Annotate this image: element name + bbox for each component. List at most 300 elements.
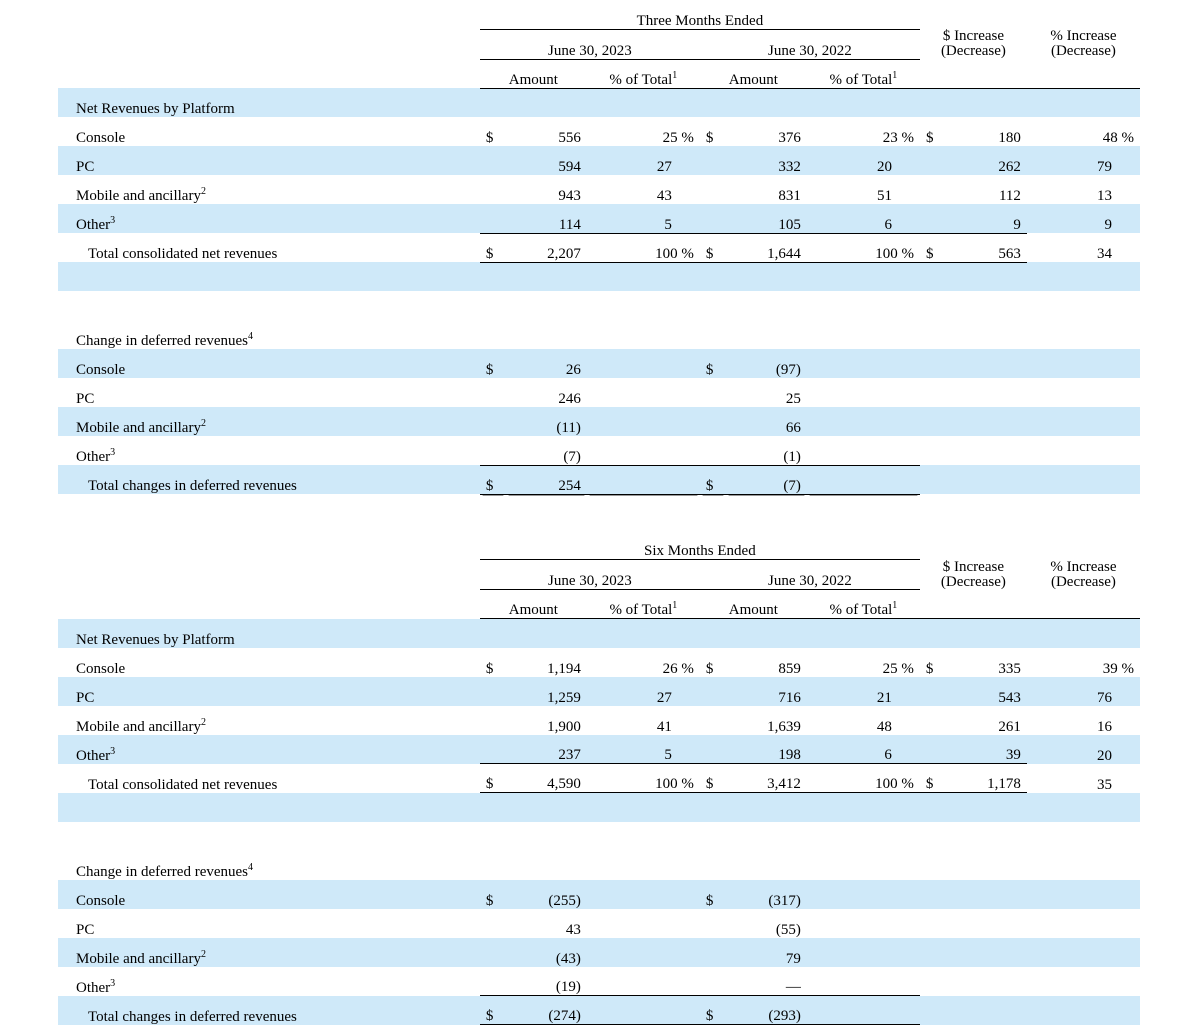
pct-increase: [1027, 349, 1140, 378]
spacer-cell: [920, 88, 946, 117]
table-row: [58, 938, 1140, 967]
currency-symbol: [920, 146, 946, 175]
amount-2022: (293): [726, 996, 807, 1025]
amount-2023: 594: [506, 146, 587, 175]
currency-symbol: [920, 909, 946, 938]
table-row: [58, 648, 1140, 677]
spacer-cell: [58, 0, 480, 29]
pct-value: 100: [875, 246, 898, 262]
currency-symbol: [480, 407, 506, 436]
spacer-cell: [920, 320, 946, 349]
currency-symbol: $: [700, 764, 726, 793]
currency-symbol: [480, 204, 506, 233]
footnote-marker: 3: [110, 447, 115, 458]
spacer-cell: [1027, 262, 1140, 291]
period-title: Three Months Ended: [480, 0, 920, 29]
row-label: Console: [58, 117, 480, 146]
spacer-cell: [807, 851, 920, 880]
currency-symbol: $: [480, 996, 506, 1025]
spacer-cell: [506, 291, 587, 320]
spacer-cell: [946, 0, 1027, 29]
amount-2022: 79: [726, 938, 807, 967]
amount-2023: (255): [506, 880, 587, 909]
footnote-marker: 1: [672, 70, 677, 81]
pct-symbol: %: [678, 776, 694, 792]
currency-symbol: $: [700, 996, 726, 1025]
spacer-cell: [946, 531, 1027, 560]
pct-of-total-2023: [587, 706, 700, 735]
pct-of-total-2023: [587, 117, 700, 146]
amount-2023: 556: [506, 117, 587, 146]
increase-dollar-header: [920, 29, 1027, 59]
amount-2023: 1,194: [506, 648, 587, 677]
row-label: Other$^3$: [58, 204, 480, 233]
spacer-cell: [480, 822, 506, 851]
footnote-marker: 2: [201, 949, 206, 960]
increase-dollar-line1: $ Increase: [920, 29, 1027, 44]
subheader-label: % of Total: [829, 602, 892, 618]
pct-increase: [1027, 407, 1140, 436]
row-label: Console: [58, 349, 480, 378]
amount-2022: (1): [726, 436, 807, 465]
table-row: [58, 117, 1140, 146]
dollar-increase: [946, 349, 1027, 378]
pct-value: 27: [657, 690, 672, 706]
row-label: Total changes in deferred revenues: [58, 465, 480, 494]
spacer-cell: [946, 88, 1027, 117]
currency-symbol: [920, 996, 946, 1025]
pct-of-total-2023: [587, 436, 700, 465]
currency-symbol: $: [920, 233, 946, 262]
spacer-cell: [1027, 88, 1140, 117]
increase-dollar-underline: [920, 59, 1027, 88]
increase-pct-header: [1027, 29, 1140, 59]
currency-symbol: [700, 735, 726, 764]
amount-2023: 26: [506, 349, 587, 378]
pct-of-total-2022: [807, 117, 920, 146]
spacer-cell: [700, 793, 726, 822]
currency-symbol: $: [920, 117, 946, 146]
amount-2022: 198: [726, 735, 807, 764]
spacer-cell: [480, 320, 506, 349]
pct-value: 23: [883, 130, 898, 146]
dollar-increase: 180: [946, 117, 1027, 146]
currency-symbol: [920, 349, 946, 378]
pct-value: 9: [1105, 217, 1113, 233]
currency-symbol: [480, 175, 506, 204]
subheader-label: Amount: [509, 72, 558, 88]
dollar-increase: [946, 967, 1027, 996]
pct-of-total-2023: [587, 648, 700, 677]
pct-of-total-2023: [587, 146, 700, 175]
pct-symbol: %: [678, 130, 694, 146]
footnote-marker: 1: [892, 70, 897, 81]
dollar-increase: [946, 880, 1027, 909]
spacer-cell: [700, 262, 726, 291]
spacer-cell: [506, 851, 587, 880]
subheader-label: % of Total: [609, 72, 672, 88]
spacer-cell: [506, 320, 587, 349]
subheader-0: [480, 59, 587, 88]
currency-symbol: $: [700, 648, 726, 677]
currency-symbol: $: [700, 465, 726, 494]
dollar-increase: 39: [946, 735, 1027, 764]
currency-symbol: [700, 938, 726, 967]
currency-symbol: [920, 735, 946, 764]
spacer-cell: [587, 851, 700, 880]
amount-2022: 1,644: [726, 233, 807, 262]
subheader-label: % of Total: [609, 602, 672, 618]
amount-2023: 2,207: [506, 233, 587, 262]
table-row: [58, 204, 1140, 233]
pct-of-total-2022: [807, 436, 920, 465]
column-date-0: June 30, 2023: [480, 560, 700, 590]
amount-2022: 3,412: [726, 764, 807, 793]
dollar-increase: 543: [946, 677, 1027, 706]
amount-2022: 376: [726, 117, 807, 146]
amount-2023: 4,590: [506, 764, 587, 793]
pct-of-total-2022: [807, 938, 920, 967]
date-header-row: [58, 560, 1140, 590]
spacer-cell: [920, 291, 946, 320]
amount-2022: 831: [726, 175, 807, 204]
section-spacer-blank: [58, 291, 1140, 320]
pct-value: 41: [657, 719, 672, 735]
amount-2022: 105: [726, 204, 807, 233]
table-row: [58, 764, 1140, 793]
table-row: [58, 233, 1140, 262]
currency-symbol: $: [700, 233, 726, 262]
row-label: Other$^3$: [58, 436, 480, 465]
amount-2023: (11): [506, 407, 587, 436]
spacer-cell: [58, 793, 480, 822]
footnote-marker: 3: [110, 746, 115, 757]
table-row: [58, 677, 1140, 706]
pct-symbol: %: [898, 776, 914, 792]
spacer-cell: [920, 262, 946, 291]
currency-symbol: [700, 146, 726, 175]
table-row: [58, 146, 1140, 175]
pct-increase: [1027, 996, 1140, 1025]
currency-symbol: [480, 677, 506, 706]
amount-2022: (55): [726, 909, 807, 938]
column-date-0: June 30, 2023: [480, 29, 700, 59]
amount-2022: 25: [726, 378, 807, 407]
increase-dollar-header: [920, 560, 1027, 590]
row-label: Mobile and ancillary$^2$: [58, 706, 480, 735]
pct-of-total-2023: [587, 764, 700, 793]
increase-dollar-line2: (Decrease): [920, 575, 1027, 590]
pct-of-total-2022: [807, 175, 920, 204]
pct-value: 79: [1097, 159, 1112, 175]
pct-of-total-2022: [807, 677, 920, 706]
currency-symbol: $: [480, 465, 506, 494]
currency-symbol: [920, 407, 946, 436]
spacer-cell: [480, 88, 506, 117]
subheader-3: [807, 59, 920, 88]
amount-2023: (43): [506, 938, 587, 967]
amount-2022: 859: [726, 648, 807, 677]
spacer-cell: [946, 320, 1027, 349]
dollar-increase: 9: [946, 204, 1027, 233]
row-label: Mobile and ancillary$^2$: [58, 938, 480, 967]
footnote-marker: 4: [248, 331, 253, 342]
pct-of-total-2023: [587, 407, 700, 436]
spacer-cell: [807, 793, 920, 822]
pct-increase: [1027, 465, 1140, 494]
table-row: [58, 909, 1140, 938]
section-title: Net Revenues by Platform: [58, 88, 480, 117]
pct-of-total-2022: [807, 967, 920, 996]
spacer-cell: [506, 619, 587, 648]
currency-symbol: [700, 967, 726, 996]
spacer-cell: [1027, 320, 1140, 349]
currency-symbol: [700, 909, 726, 938]
row-label: PC: [58, 378, 480, 407]
pct-value: 100: [655, 776, 678, 792]
pct-of-total-2022: [807, 735, 920, 764]
pct-value: 34: [1097, 246, 1112, 262]
spacer-cell: [726, 88, 807, 117]
section-title: Change in deferred revenues$^4$: [58, 851, 480, 880]
pct-value: 6: [884, 217, 892, 233]
spacer-cell: [506, 262, 587, 291]
subheader-row: [58, 590, 1140, 619]
pct-of-total-2022: [807, 706, 920, 735]
spacer-cell: [726, 320, 807, 349]
table-gap: [0, 495, 1200, 531]
column-date-1: June 30, 2022: [700, 560, 920, 590]
pct-increase: [1027, 880, 1140, 909]
pct-of-total-2022: [807, 996, 920, 1025]
pct-increase: [1027, 175, 1140, 204]
table-row: [58, 465, 1140, 494]
spacer-cell: [807, 619, 920, 648]
increase-pct-underline: [1027, 590, 1140, 619]
dollar-increase: 112: [946, 175, 1027, 204]
amount-2022: 66: [726, 407, 807, 436]
pct-value: 48: [877, 719, 892, 735]
spacer-cell: [587, 291, 700, 320]
row-label: PC: [58, 909, 480, 938]
spacer-cell: [946, 822, 1027, 851]
pct-value: 51: [877, 188, 892, 204]
period-title-row: [58, 0, 1140, 29]
amount-2022: 716: [726, 677, 807, 706]
footnote-marker: 1: [672, 600, 677, 611]
increase-dollar-line2: (Decrease): [920, 44, 1027, 59]
subheader-label: Amount: [729, 602, 778, 618]
pct-increase: [1027, 677, 1140, 706]
period-title: Six Months Ended: [480, 531, 920, 560]
currency-symbol: [480, 436, 506, 465]
dollar-increase: 563: [946, 233, 1027, 262]
currency-symbol: [700, 204, 726, 233]
pct-value: 6: [884, 747, 892, 763]
spacer-cell: [920, 531, 946, 560]
spacer-cell: [700, 619, 726, 648]
pct-of-total-2022: [807, 233, 920, 262]
pct-of-total-2022: [807, 909, 920, 938]
table-row: [58, 996, 1140, 1025]
dollar-increase: [946, 938, 1027, 967]
spacer-cell: [726, 262, 807, 291]
spacer-cell: [920, 793, 946, 822]
amount-2023: 246: [506, 378, 587, 407]
amount-2023: 1,259: [506, 677, 587, 706]
pct-increase: [1027, 764, 1140, 793]
subheader-label: Amount: [509, 602, 558, 618]
pct-increase: [1027, 146, 1140, 175]
increase-pct-line1: % Increase: [1027, 560, 1140, 575]
spacer-cell: [807, 320, 920, 349]
currency-symbol: [920, 378, 946, 407]
pct-symbol: %: [678, 246, 694, 262]
pct-of-total-2022: [807, 465, 920, 494]
pct-of-total-2022: [807, 204, 920, 233]
spacer-cell: [726, 793, 807, 822]
amount-2023: 237: [506, 735, 587, 764]
spacer-cell: [58, 262, 480, 291]
currency-symbol: [480, 146, 506, 175]
table-row: [58, 706, 1140, 735]
increase-pct-underline: [1027, 59, 1140, 88]
spacer-cell: [587, 793, 700, 822]
currency-symbol: [700, 378, 726, 407]
currency-symbol: [920, 967, 946, 996]
section-spacer: [58, 262, 1140, 291]
pct-of-total-2022: [807, 378, 920, 407]
table-row: [58, 735, 1140, 764]
currency-symbol: $: [480, 648, 506, 677]
pct-of-total-2023: [587, 938, 700, 967]
spacer-cell: [700, 851, 726, 880]
pct-value: 20: [1097, 748, 1112, 764]
dollar-increase: 261: [946, 706, 1027, 735]
currency-symbol: $: [700, 117, 726, 146]
amount-2023: (7): [506, 436, 587, 465]
pct-increase: [1027, 706, 1140, 735]
currency-symbol: $: [920, 764, 946, 793]
dollar-increase: [946, 378, 1027, 407]
currency-symbol: [920, 677, 946, 706]
pct-value: 76: [1097, 690, 1112, 706]
spacer-cell: [58, 291, 480, 320]
pct-value: 39: [1103, 661, 1118, 677]
spacer-cell: [58, 822, 480, 851]
pct-increase: [1027, 378, 1140, 407]
pct-of-total-2023: [587, 378, 700, 407]
pct-of-total-2023: [587, 233, 700, 262]
subheader-2: [700, 590, 807, 619]
pct-symbol: %: [898, 246, 914, 262]
pct-of-total-2022: [807, 146, 920, 175]
increase-dollar-underline: [920, 590, 1027, 619]
spacer-cell: [807, 262, 920, 291]
section-title-row: [58, 320, 1140, 349]
spacer-cell: [480, 793, 506, 822]
pct-of-total-2023: [587, 909, 700, 938]
currency-symbol: $: [480, 117, 506, 146]
amount-2022: (7): [726, 465, 807, 494]
period-title-row: [58, 531, 1140, 560]
amount-2023: 114: [506, 204, 587, 233]
amount-2022: 332: [726, 146, 807, 175]
section-title: Net Revenues by Platform: [58, 619, 480, 648]
currency-symbol: [700, 677, 726, 706]
spacer-cell: [700, 88, 726, 117]
section-title-row: [58, 88, 1140, 117]
amount-2022: 1,639: [726, 706, 807, 735]
currency-symbol: $: [480, 233, 506, 262]
spacer-cell: [506, 88, 587, 117]
pct-symbol: %: [898, 130, 914, 146]
pct-value: 26: [663, 661, 678, 677]
currency-symbol: [480, 938, 506, 967]
pct-of-total-2023: [587, 204, 700, 233]
pct-value: 16: [1097, 719, 1112, 735]
currency-symbol: [700, 436, 726, 465]
subheader-1: [587, 59, 700, 88]
currency-symbol: [480, 909, 506, 938]
spacer-cell: [58, 59, 480, 88]
footnote-marker: 4: [248, 862, 253, 873]
table-row: [58, 407, 1140, 436]
pct-of-total-2022: [807, 880, 920, 909]
spacer-cell: [1027, 793, 1140, 822]
currency-symbol: [480, 735, 506, 764]
currency-symbol: [920, 938, 946, 967]
pct-increase: [1027, 204, 1140, 233]
currency-symbol: $: [920, 648, 946, 677]
pct-of-total-2023: [587, 175, 700, 204]
pct-increase: [1027, 648, 1140, 677]
row-label: Total changes in deferred revenues: [58, 996, 480, 1025]
row-label: Other$^3$: [58, 967, 480, 996]
currency-symbol: [700, 175, 726, 204]
pct-symbol: %: [1118, 661, 1134, 677]
spacer-cell: [506, 793, 587, 822]
currency-symbol: $: [480, 349, 506, 378]
amount-2023: 43: [506, 909, 587, 938]
pct-of-total-2023: [587, 735, 700, 764]
spacer-cell: [807, 822, 920, 851]
spacer-cell: [587, 619, 700, 648]
pct-value: 21: [877, 690, 892, 706]
table-row: [58, 436, 1140, 465]
footnote-marker: 2: [201, 418, 206, 429]
subheader-label: Amount: [729, 72, 778, 88]
pct-value: 27: [657, 159, 672, 175]
subheader-1: [587, 590, 700, 619]
financial-table-1: [58, 531, 1140, 1025]
footnote-marker: 1: [892, 600, 897, 611]
footnote-marker: 2: [201, 717, 206, 728]
spacer-cell: [807, 291, 920, 320]
spacer-cell: [1027, 822, 1140, 851]
dollar-increase: 1,178: [946, 764, 1027, 793]
pct-of-total-2022: [807, 349, 920, 378]
amount-2023: 1,900: [506, 706, 587, 735]
dollar-increase: 335: [946, 648, 1027, 677]
pct-of-total-2023: [587, 677, 700, 706]
currency-symbol: [920, 465, 946, 494]
pct-increase: [1027, 938, 1140, 967]
dollar-increase: [946, 909, 1027, 938]
pct-of-total-2022: [807, 407, 920, 436]
spacer-cell: [480, 291, 506, 320]
currency-symbol: [480, 378, 506, 407]
